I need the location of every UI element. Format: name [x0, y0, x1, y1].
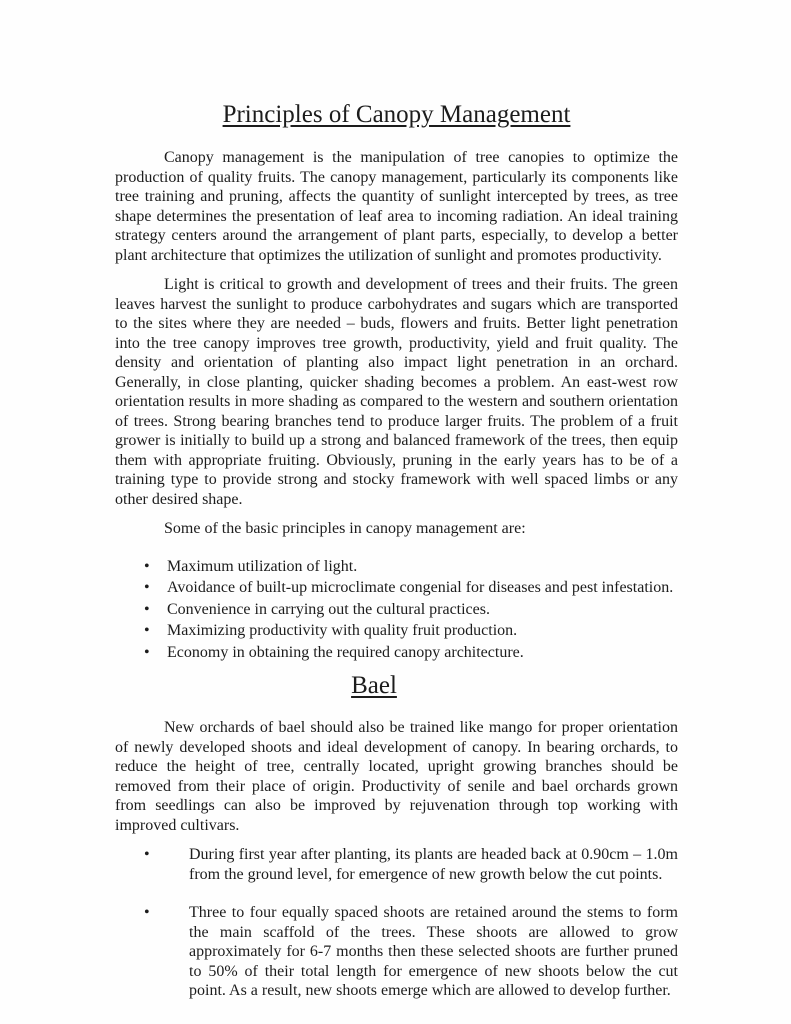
section-title-bael: Bael	[351, 672, 397, 699]
page-title: Principles of Canopy Management	[222, 101, 571, 128]
list-item: • Convenience in carrying out the cultural practices.	[115, 600, 678, 620]
list-item: • Maximum utilization of light.	[115, 557, 678, 577]
list-item: • Maximizing productivity with quality fruit production.	[115, 621, 678, 641]
list-item: • Economy in obtaining the required canopy architecture.	[115, 643, 678, 663]
principles-list	[115, 557, 678, 663]
bael-points-list	[115, 845, 678, 1001]
list-item: • Avoidance of built-up microclimate congenial for diseases and pest infestation.	[115, 578, 678, 598]
paragraph-canopy-intro: Canopy management is the manipulation of tree canopies to optimize the production of quality fruits. The canopy management, particularly its components like tree training and pruning, affects the quantity of sunlight intercepted by trees, as tree shape determines the presentation of leaf area to incoming radiation. An ideal training strategy centers around the arrangement of plant parts, especially, to develop a better plant architecture that optimizes the utilization of sunlight and promotes productivity.	[115, 149, 678, 264]
list-item: • Three to four equally spaced shoots are retained around the stems to form the main scaffold of the trees. These shoots are allowed to grow approximately for 6-7 months then these selected shoots are further pruned to 50% of their total length for emergence of new shoots below the cut point. As a result, new shoots emerge which are allowed to develop further.	[115, 903, 678, 1001]
paragraph-bael-intro: New orchards of bael should also be trained like mango for proper orientation of newly developed shoots and ideal development of canopy. In bearing orchards, to reduce the height of tree, centrally located, upright growing branches should be removed from their place of origin. Productivity of senile and bael orchards grown from seedlings can also be improved by rejuvenation through top working with improved cultivars.	[115, 719, 678, 834]
list-item: • During first year after planting, its plants are headed back at 0.90cm – 1.0m from the ground level, for emergence of new growth below the cut points.	[115, 845, 678, 884]
principles-intro-line: Some of the basic principles in canopy management are:	[164, 520, 526, 537]
paragraph-light-importance: Light is critical to growth and development of trees and their fruits. The green leaves harvest the sunlight to produce carbohydrates and sugars which are transported to the sites where they are needed – buds, flowers and fruits. Better light penetration into the tree canopy improves tree growth, productivity, yield and fruit quality. The density and orientation of planting also impact light penetration in an orchard. Generally, in close planting, quicker shading becomes a problem. An east-west row orientation results in more shading as compared to the western and southern orientation of trees. Strong bearing branches tend to produce larger fruits. The problem of a fruit grower is initially to build up a strong and balanced framework of the trees, then equip them with appropriate fruiting. Obviously, pruning in the early years has to be of a training type to provide strong and stocky framework with well spaced limbs or any other desired shape.	[115, 276, 678, 508]
